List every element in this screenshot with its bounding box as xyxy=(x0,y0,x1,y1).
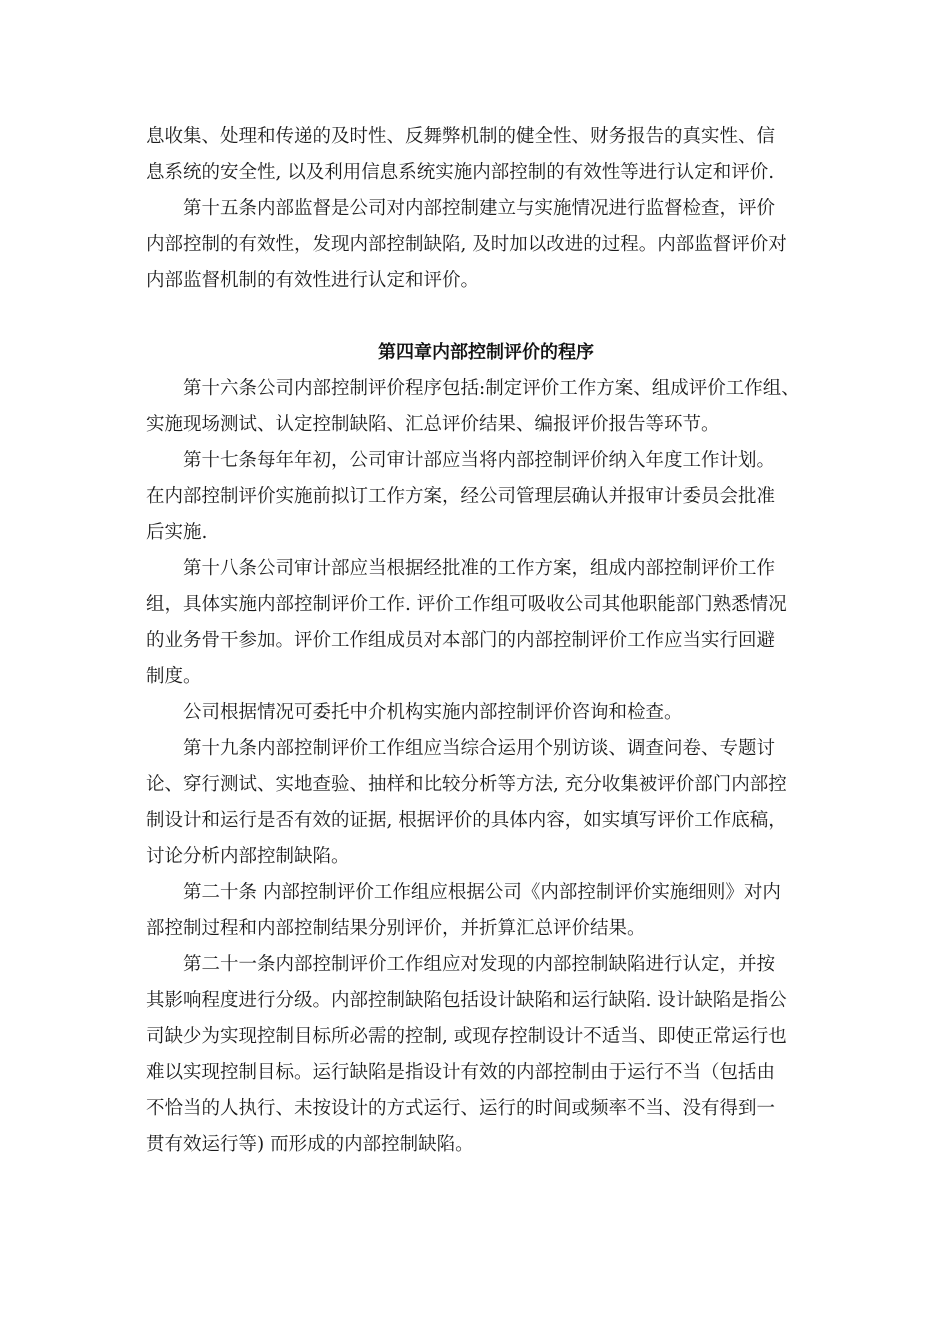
article-15-line-3: 内部监督机制的有效性进行认定和评价。 xyxy=(146,270,480,291)
article-21-paragraph xyxy=(146,947,826,1163)
article-16-paragraph xyxy=(146,371,826,443)
article-18-supplement-line-1: 公司根据情况可委托中介机构实施内部控制评价咨询和检查。 xyxy=(183,702,683,723)
article-17-paragraph xyxy=(146,443,826,551)
article-21-line-5: 不恰当的人执行、未按设计的方式运行、运行的时间或频率不当、没有得到一 xyxy=(146,1098,776,1119)
article-18-line-1: 第十八条公司审计部应当根据经批准的工作方案，组成内部控制评价工作 xyxy=(183,558,776,579)
article-15-line-1: 第十五条内部监督是公司对内部控制建立与实施情况进行监督检查，评价 xyxy=(183,198,776,219)
intro-line-2: 息系统的安全性, 以及利用信息系统实施内部控制的有效性等进行认定和评价. xyxy=(146,162,775,183)
article-19-line-2: 论、穿行测试、实地查验、抽样和比较分析等方法, 充分收集被评价部门内部控 xyxy=(146,774,787,795)
chapter-heading xyxy=(146,335,826,371)
article-18-line-2: 组，具体实施内部控制评价工作. 评价工作组可吸收公司其他职能部门熟悉情况 xyxy=(146,594,787,615)
article-18-paragraph xyxy=(146,551,826,695)
article-18-line-3: 的业务骨干参加。评价工作组成员对本部门的内部控制评价工作应当实行回避 xyxy=(146,630,776,651)
intro-line-1: 息收集、处理和传递的及时性、反舞弊机制的健全性、财务报告的真实性、信 xyxy=(146,126,776,147)
article-19-line-4: 讨论分析内部控制缺陷。 xyxy=(146,846,350,867)
article-20-line-1: 第二十条 内部控制评价工作组应根据公司《内部控制评价实施细则》对内 xyxy=(183,882,781,903)
article-19-paragraph xyxy=(146,731,826,875)
article-21-line-3: 司缺少为实现控制目标所必需的控制, 或现存控制设计不适当、即使正常运行也 xyxy=(146,1026,787,1047)
chapter-heading-text: 第四章内部控制评价的程序 xyxy=(378,342,594,363)
article-18-line-4: 制度。 xyxy=(146,666,202,687)
article-17-line-2: 在内部控制评价实施前拟订工作方案，经公司管理层确认并报审计委员会批准 xyxy=(146,486,776,507)
article-20-paragraph xyxy=(146,875,826,947)
article-18-supplement-paragraph xyxy=(146,695,826,731)
article-15-line-2: 内部控制的有效性，发现内部控制缺陷, 及时加以改进的过程。内部监督评价对 xyxy=(146,234,787,255)
article-19-line-1: 第十九条内部控制评价工作组应当综合运用个别访谈、调查问卷、专题讨 xyxy=(183,738,776,759)
article-20-line-2: 部控制过程和内部控制结果分别评价，并折算汇总评价结果。 xyxy=(146,918,646,939)
article-17-line-3: 后实施. xyxy=(146,522,208,543)
intro-paragraph xyxy=(146,119,826,191)
article-21-line-2: 其影响程度进行分级。内部控制缺陷包括设计缺陷和运行缺陷. 设计缺陷是指公 xyxy=(146,990,787,1011)
article-21-line-6: 贯有效运行等) 而形成的内部控制缺陷。 xyxy=(146,1134,474,1155)
article-16-line-2: 实施现场测试、认定控制缺陷、汇总评价结果、编报评价报告等环节。 xyxy=(146,414,720,435)
article-21-line-4: 难以实现控制目标。运行缺陷是指设计有效的内部控制由于运行不当（包括由 xyxy=(146,1062,776,1083)
article-16-line-1: 第十六条公司内部控制评价程序包括:制定评价工作方案、组成评价工作组、 xyxy=(183,378,800,399)
article-15-paragraph xyxy=(146,191,826,299)
article-21-line-1: 第二十一条内部控制评价工作组应对发现的内部控制缺陷进行认定，并按 xyxy=(183,954,776,975)
article-17-line-1: 第十七条每年年初，公司审计部应当将内部控制评价纳入年度工作计划。 xyxy=(183,450,776,471)
article-19-line-3: 制设计和运行是否有效的证据, 根据评价的具体内容，如实填写评价工作底稿， xyxy=(146,810,787,831)
